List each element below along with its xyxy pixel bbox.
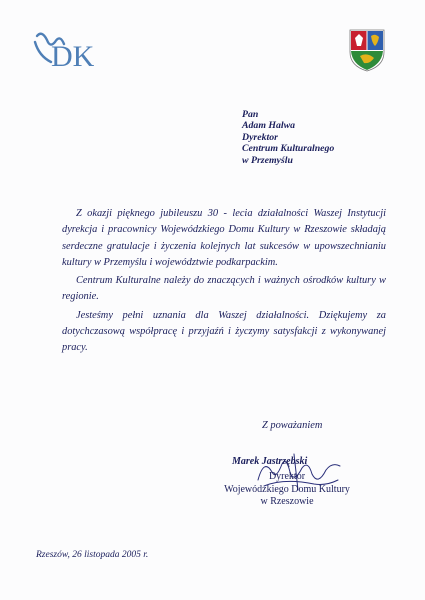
recipient-line: Dyrektor [242, 131, 278, 143]
body-paragraph: Jesteśmy pełni uznania dla Waszej działalności. Dziękujemy za dotychczasową współpracę i przyjaźń i życzymy satysfakcji z wykonywanej pracy. [62, 309, 386, 354]
closing-salutation: Z poważaniem [262, 420, 323, 431]
recipient-line: Pan [242, 109, 259, 120]
recipient-line: Adam Halwa [242, 120, 296, 132]
body-paragraph: Z okazji pięknego jubileuszu 30 - lecia działalności Waszej Instytucji dyrekcja i pracownicy Wojewódzkiego Domu Kultury w Rzeszowie składają serdeczne gratulacje i życzenia kolejnych lat sukcesów w upowszechnianiu kultury w Przemyślu i województwie podkarpackim. [62, 208, 386, 268]
signer-name: Marek Jastrzębski [232, 456, 308, 467]
recipient-line: Centrum Kulturalnego [242, 143, 335, 155]
signature-block [212, 448, 362, 523]
signer-title-line: Dyrektor [268, 471, 306, 482]
signer-title [212, 471, 362, 509]
signer-title-line: w Rzeszowie [260, 496, 314, 507]
logo-text: DK [51, 40, 95, 73]
letter-body [62, 206, 386, 359]
wdk-logo [33, 26, 113, 74]
coat-of-arms-icon [348, 28, 386, 72]
recipient-address [242, 109, 334, 166]
signer-title-line: Wojewódzkiego Domu Kultury [224, 483, 350, 495]
recipient-line: w Przemyślu [242, 154, 293, 166]
date-place: Rzeszów, 26 listopada 2005 r. [36, 550, 149, 560]
body-paragraph: Centrum Kulturalne należy do znaczących i ważnych ośrodków kultury w regionie. [62, 275, 386, 303]
